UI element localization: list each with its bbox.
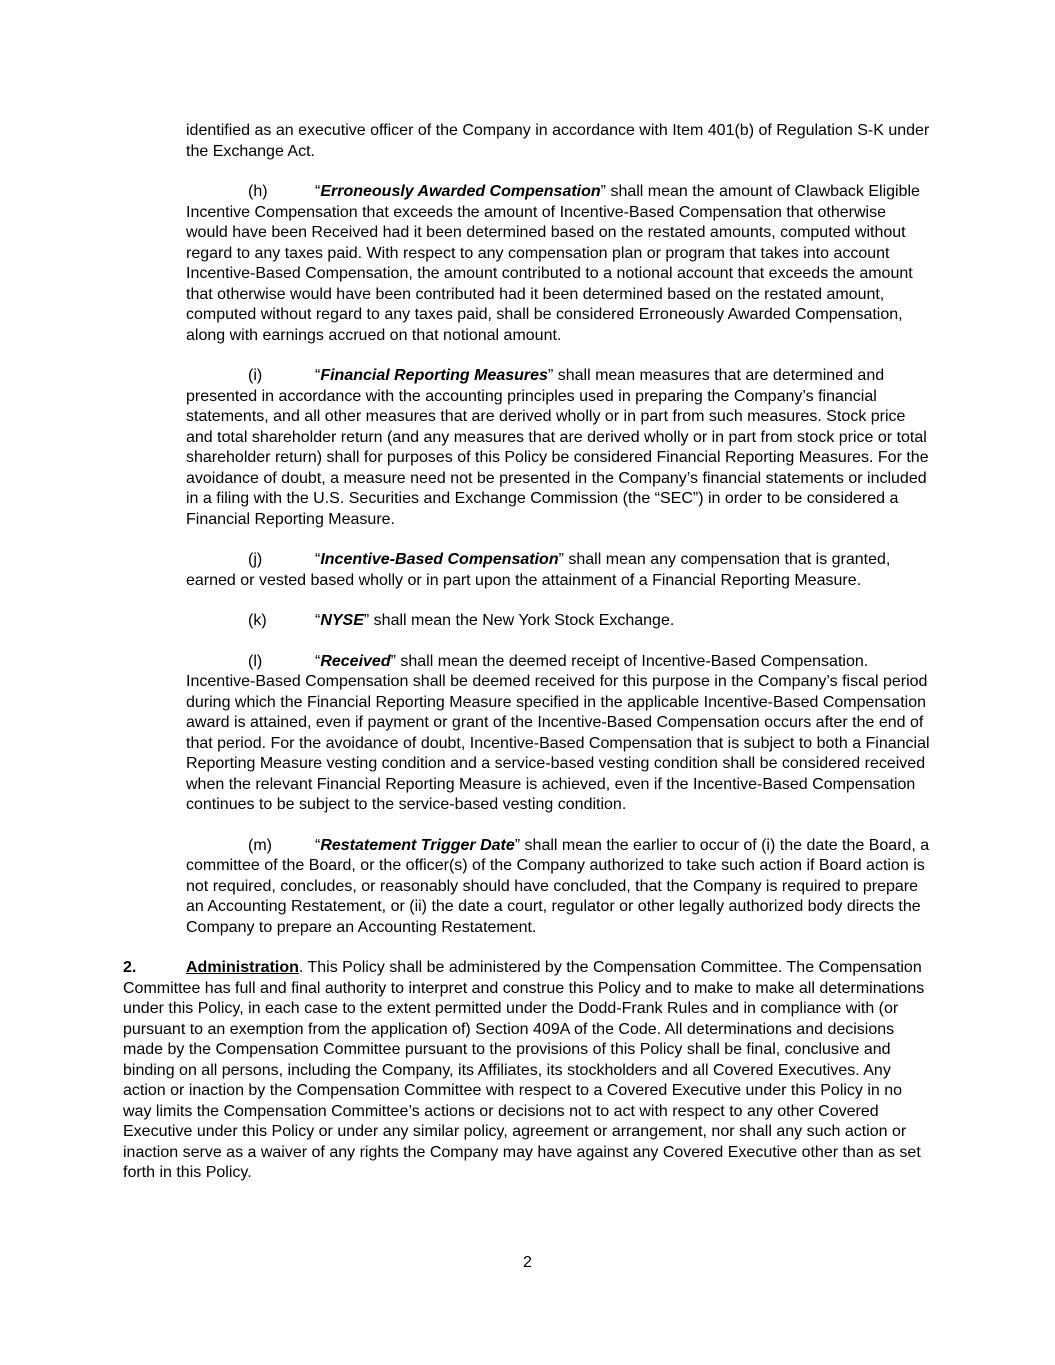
definition-body: ” shall mean measures that are determined and presented in accordance with the accounting principles used in preparing the Company’s financial statements, and all other measures that are derived wholly or in part from such measures. Stock price and total shareholder return (and any measures that are derived wholly or in part from stock price or total shareholder return) shall for purposes of this Policy be considered Financial Reporting Measures. For the avoidance of doubt, a measure need not be presented in the Company’s financial statements or included in a filing with the U.S. Securities and Exchange Commission (the “SEC”) in order to be considered a Financial Reporting Measure. xyxy=(186,367,929,528)
continuation-paragraph xyxy=(186,121,932,162)
definition-term: Restatement Trigger Date xyxy=(320,836,515,854)
definition-label: (h) xyxy=(248,183,268,200)
definition-body: ” shall mean any compensation that is granted, earned or vested based wholly or in part upon the attainment of a Financial Reporting Measure. xyxy=(186,551,891,589)
section-number: 2. xyxy=(123,959,137,976)
definition-label: (i) xyxy=(248,367,263,384)
definition-body: ” shall mean the earlier to occur of (i) the date the Board, a committee of the Board, or the officer(s) of the Company authorized to take such action if Board action is not required, concludes, or reasonably should have concluded, that the Company is required to prepare an Accounting Restatement, or (ii) the date a court, regulator or other legally authorized body directs the Company to prepare an Accounting Restatement. xyxy=(186,836,930,936)
definition-label: (k) xyxy=(248,612,267,629)
open-quote: “ xyxy=(315,551,321,568)
open-quote: “ xyxy=(315,183,321,200)
page-content xyxy=(123,121,932,1204)
open-quote: “ xyxy=(315,836,321,854)
definition-paragraph-k xyxy=(186,611,932,632)
section-heading: Administration xyxy=(186,959,299,976)
definition-term: Erroneously Awarded Compensation xyxy=(320,183,601,200)
definition-term: NYSE xyxy=(320,612,364,629)
section-body: . This Policy shall be administered by the Compensation Committee. The Compensation Committee has full and final authority to interpret and construe this Policy and to make to make all determinations under this Policy, in each case to the extent permitted under the Dodd-Frank Rules and in compliance with (or pursuant to an exemption from the application of) Section 409A of the Code. All determinations and decisions made by the Compensation Committee pursuant to the provisions of this Policy shall be final, conclusive and binding on all persons, including the Company, its Affiliates, its stockholders and all Covered Executives. Any action or inaction by the Compensation Committee with respect to a Covered Executive under this Policy in no way limits the Compensation Committee’s actions or decisions not to act with respect to any other Covered Executive under this Policy or under any similar policy, agreement or arrangement, nor shall any such action or inaction serve as a waiver of any rights the Company may have against any Covered Executive other than as set forth in this Policy. xyxy=(123,959,925,1181)
definition-paragraph-m xyxy=(186,836,932,939)
definition-label: (m) xyxy=(248,836,272,854)
definition-body: ” shall mean the deemed receipt of Incentive-Based Compensation. Incentive-Based Compensation shall be deemed received for this purpose in the Company’s fiscal period during which the Financial Reporting Measure specified in the applicable Incentive-Based Compensation award is attained, even if payment or grant of the Incentive-Based Compensation occurs after the end of that period. For the avoidance of doubt, Incentive-Based Compensation that is subject to both a Financial Reporting Measure vesting condition and a service-based vesting condition shall be considered received when the relevant Financial Reporting Measure is achieved, even if the Incentive-Based Compensation continues to be subject to the service-based vesting condition. xyxy=(186,652,930,813)
open-quote: “ xyxy=(315,612,321,629)
definition-label: (j) xyxy=(248,551,263,568)
open-quote: “ xyxy=(315,652,321,670)
definition-paragraph-h xyxy=(186,182,932,346)
definition-paragraph-j xyxy=(186,550,932,591)
open-quote: “ xyxy=(315,367,321,384)
definition-paragraph-i xyxy=(186,366,932,530)
definition-body: ” shall mean the amount of Clawback Eligible Incentive Compensation that exceeds the amount of Incentive-Based Compensation that otherwise would have been Received had it been determined based on the restated amounts, computed without regard to any taxes paid. With respect to any compensation plan or program that takes into account Incentive-Based Compensation, the amount contributed to a notional account that exceeds the amount that otherwise would have been contributed had it been determined based on the restated amount, computed without regard to any taxes paid, shall be considered Erroneously Awarded Compensation, along with earnings accrued on that notional amount. xyxy=(186,183,920,344)
definition-body: ” shall mean the New York Stock Exchange. xyxy=(363,612,675,629)
definition-term: Incentive-Based Compensation xyxy=(320,551,559,568)
page-number: 2 xyxy=(523,1254,532,1271)
continuation-text: identified as an executive officer of the Company in accordance with Item 401(b) of Regulation S-K under the Exchange Act. xyxy=(186,122,930,160)
definition-term: Received xyxy=(320,652,391,670)
definition-paragraph-l xyxy=(186,652,932,816)
definition-term: Financial Reporting Measures xyxy=(320,367,548,384)
definition-label: (l) xyxy=(248,652,263,670)
section-2-paragraph xyxy=(123,958,932,1184)
